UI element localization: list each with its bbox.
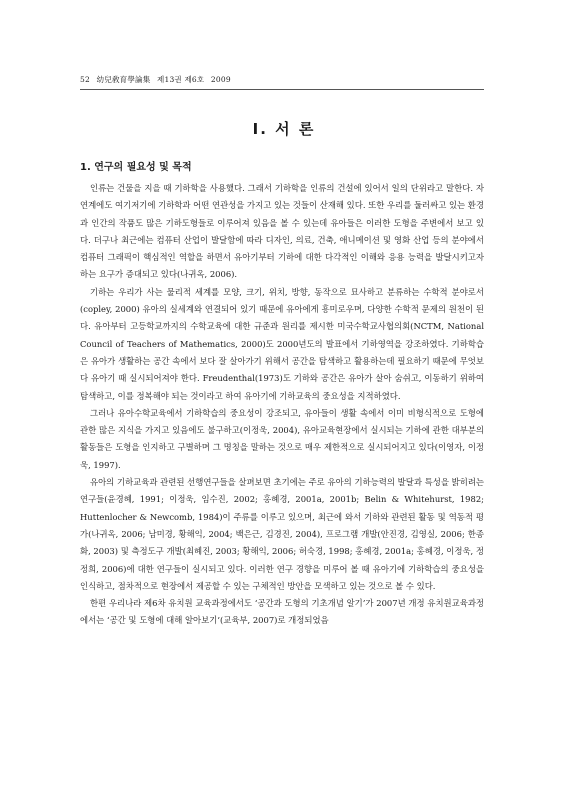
paragraph: 한편 우리나라 제6차 유치원 교육과정에서도 ‘공간과 도형의 기초개념 알기’가 2007년 개정 유치원교육과정에서는 ‘공간 및 도형에 대해 알아보기’(교육부, 2007)로 개정되었음 bbox=[80, 598, 484, 626]
journal-volume: 제13권 제6호 bbox=[157, 75, 205, 84]
journal-year: 2009 bbox=[210, 75, 231, 84]
section-heading: 1. 연구의 필요성 및 목적 bbox=[80, 162, 192, 173]
paragraph: 유아의 기하교육과 관련된 선행연구들을 살펴보면 초기에는 주로 유아의 기하능력의 발달과 특성을 밝히려는 연구들(윤경혜, 1991; 이정욱, 임수진, 2002; 홍혜경, 2001a, 2001b; Belin & Whitehurst, 1982; Huttenlocher & Newcomb, 1984)이 주류를 이루고 있으며, 최근에 와서 기하와 관련된 활동 및 역동적 평가(나귀옥, 2006; 남미경, 황해익, 2004; 백은근, 김경진, 2004), 프로그램 개발(안진경, 김영실, 2006; 한종화, 2003) 및 측정도구 개발(최혜진, 2003; 황해익, 2006; 허숙경, 1998; 홍혜경, 2001a; 홍혜경, 이정욱, 정정희, 2006)에 대한 연구들이 실시되고 있다. 이러한 연구 경향을 미루어 볼 때 유아기에 기하학습의 중요성을 인식하고, 점차적으로 현장에서 제공할 수 있는 구체적인 방안을 모색하고 있는 것으로 볼 수 있다. bbox=[80, 477, 484, 591]
chapter-title: Ⅰ. 서 론 bbox=[252, 120, 316, 138]
running-header bbox=[80, 74, 484, 90]
page-number: 52 bbox=[80, 75, 90, 84]
paragraph: 그러나 유아수학교육에서 기하학습의 중요성이 강조되고, 유아들이 생활 속에서 이미 비형식적으로 도형에 관한 많은 지식을 가지고 있음에도 불구하고(이정욱, 2004), 유아교육현장에서 실시되는 기하에 관한 대부분의 활동들은 도형을 인지하고 구별하며 그 명칭을 말하는 것으로 매우 제한적으로 실시되어지고 있다(이영자, 이정욱, 1997). bbox=[80, 407, 484, 470]
journal-name: 幼兒敎育學論集 bbox=[96, 75, 151, 84]
paragraph: 기하는 우리가 사는 물리적 세계를 모양, 크기, 위치, 방향, 동작으로 묘사하고 분류하는 수학적 분야로서(copley, 2000) 유아의 실세계와 연결되어 있기 때문에 유아에게 흥미로우며, 다양한 수학적 문제의 원천이 된다. 유아부터 고등학교까지의 수학교육에 대한 규준과 원리를 제시한 미국수학교사협의회(NCTM, National Council of Teachers of Mathematics, 2000)도 2000년도의 발표에서 기하영역을 강조하였다. 기하학습은 유아가 생활하는 공간 속에서 보다 잘 살아가기 위해서 공간을 탐색하고 활용하는데 필요하기 때문에 무엇보다 유아기 때 실시되어져야 한다. Freudenthal(1973)도 기하와 공간은 유아가 살아 숨쉬고, 이동하기 위하여 탐색하고, 이를 정복해야 되는 것이라고 하여 유아기에 기하교육의 중요성을 지적하였다. bbox=[80, 286, 484, 401]
body-text bbox=[80, 180, 484, 630]
paragraph: 인류는 건물을 지을 때 기하학을 사용했다. 그래서 기하학을 인류의 건설에 있어서 일의 단위라고 말한다. 자연계에도 여기저기에 기하학과 어떤 연관성을 가지고 있는 것들이 산재해 있다. 또한 우리를 둘러싸고 있는 환경과 인간의 작품도 많은 기하도형들로 이루어져 있음을 볼 수 있는데 유아들은 이러한 도형을 주변에서 보고 있다. 더구나 최근에는 컴퓨터 산업이 발달함에 따라 디자인, 의료, 건축, 애니메이션 및 영화 산업 등의 분야에서 컴퓨터 그래픽이 핵심적인 역할을 하면서 유아기부터 기하에 대한 다각적인 이해와 응용 능력을 발달시키고자 하는 요구가 증대되고 있다(나귀옥, 2006). bbox=[80, 183, 484, 280]
